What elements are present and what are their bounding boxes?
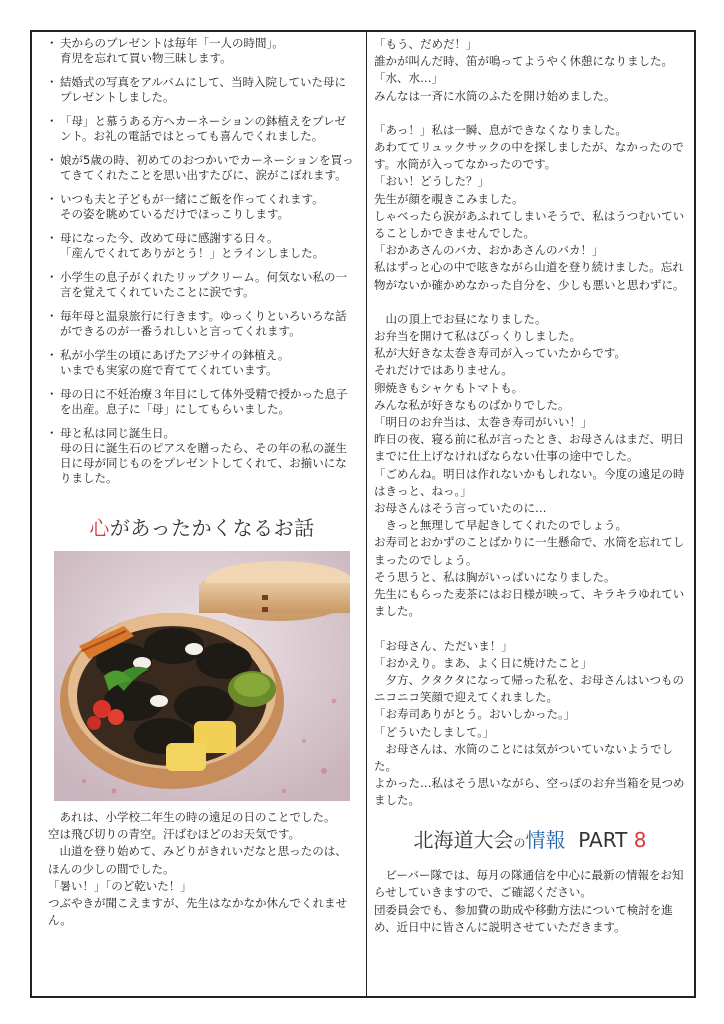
paragraph-gap [374, 621, 686, 638]
story-paragraph: 「あっ！」私は一瞬、息ができなくなりました。 [374, 122, 627, 137]
mothers-day-episode-list [48, 36, 356, 486]
story-paragraph: 私はずっと心の中で呟きながら山道を登り続けました。忘れ物がないか確かめなかった自分を、少しも悪いと思わずに。 [374, 260, 685, 292]
story-paragraph: 「お母さん、ただいま！」 [374, 638, 513, 653]
story-paragraph: 夕方、クタクタになって帰った私を、お母さんはいつものニコニコ笑顔で迎えてくれました。 [374, 672, 685, 705]
story-paragraph: よかった…私はそう思いながら、空っぽのお弁当箱を見つめました。 [374, 776, 685, 808]
bento-illustration [54, 551, 350, 801]
story-paragraph: 「暑い！」「のど乾いた！」 [48, 878, 192, 893]
list-item: ・ 娘が5歳の時、初めてのおつかいでカーネーションを買ってきてくれたことを思い出すたびに、涙がこぼれます。 [48, 153, 356, 183]
list-item: ・ 夫からのプレゼントは毎年「一人の時間」。 育児を忘れて買い物三昧します。 [48, 36, 356, 66]
story-paragraph: 先生が顔を覗きこみました。 [374, 191, 524, 206]
list-item: ・ 毎年母と温泉旅行に行きます。ゆっくりといろいろな話ができるのが一番うれしいと言ってくれます。 [48, 309, 356, 339]
story-paragraph: そう思うと、私は胸がいっぱいになりました。 [374, 569, 616, 584]
story-paragraph: 昨日の夜、寝る前に私が言ったとき、お母さんはまだ、明日までに仕上げなければならない仕事の途中でした。 [374, 432, 685, 464]
right-column [374, 36, 686, 937]
story-paragraph: 「ごめんね。明日は作れないかもしれない。今度の遠足の時はきっと、ねっ。」 [374, 466, 685, 498]
list-item: ・ 母の日に不妊治療３年目にして体外受精で授かった息子を出産。息子に「母」にしてもらいました。 [48, 387, 356, 417]
story-paragraph: きっと無理して早起きしてくれたのでしょう。 [374, 518, 627, 533]
heading-text: があったかくなるお話 [109, 516, 315, 540]
story-paragraph: あわててリュックサックの中を探しましたが、なかったのです。水筒が入ってなかったのです。 [374, 140, 684, 172]
heading-accent-text: 情報 [525, 827, 566, 852]
story-paragraph: つぶやきが聞こえますが、先生はなかなか休んでくれません。 [48, 896, 347, 928]
story-paragraph: みんなは一斉に水筒のふたを開け始めました。 [374, 88, 616, 103]
heading-particle: の [513, 835, 526, 850]
story-paragraph: お弁当を開けて私はびっくりしました。 [374, 329, 581, 344]
story-paragraph: 「おかえり。まあ、よく日に焼けたこと」 [374, 655, 593, 670]
story-paragraph: みんな私が好きなものばかりでした。 [374, 397, 570, 412]
story-paragraph: 先生にもらった麦茶にはお日様が映って、キラキラゆれていました。 [374, 587, 685, 619]
story-paragraph: 私が大好きな太巻き寿司が入っていたからです。 [374, 346, 626, 361]
heading-text: 北海道大会 [413, 827, 514, 852]
story-paragraph: 「お寿司ありがとう。おいしかった。」 [374, 707, 576, 722]
list-item: ・ いつも夫と子どもが一緒にご飯を作ってくれます。 その姿を眺めているだけでほっこりします。 [48, 192, 356, 222]
story-paragraph: 誰かが叫んだ時、笛が鳴ってようやく休憩になりました。 [374, 54, 673, 69]
story-paragraph: 卵焼きもシャケもトマトも。 [374, 380, 524, 395]
story-paragraph: 「水、水…」 [374, 71, 443, 86]
list-item: ・ 結婚式の写真をアルバムにして、当時入院していた母にプレゼントしました。 [48, 75, 356, 105]
story-paragraph: 「どういたしまして。」 [374, 724, 495, 739]
list-item: ・ 小学生の息子がくれたリップクリーム。何気ない私の一言を覚えてくれていたことに涙です。 [48, 270, 356, 300]
story-paragraph: 「おい！どうした？」 [374, 174, 489, 189]
story-paragraph: 山道を登り始めて、みどりがきれいだなと思ったのは、ほんの少しの間でした。 [48, 844, 347, 876]
list-item: ・ 母と私は同じ誕生日。 母の日に誕生石のピアスを贈ったら、その年の私の誕生日に母が同じものをプレゼントしてくれて、お揃いになりました。 [48, 426, 356, 486]
paragraph-gap [374, 105, 686, 122]
heading-accent-char: 心 [89, 516, 110, 540]
story-paragraph: お寿司とおかずのことばかりに一生懸命で、水筒を忘れてしまったのでしょう。 [374, 535, 685, 567]
story-paragraph: あれは、小学校二年生の時の遠足の日のことでした。 空は飛び切りの青空。汗ばむほどのお天気です。 [48, 810, 336, 842]
story-paragraph: それだけではありません。 [374, 363, 513, 378]
list-item: ・ 「母」と慕うある方へカーネーションの鉢植えをプレゼント。お礼の電話ではとっても喜んでくれました。 [48, 114, 356, 144]
story-paragraph: 「明日のお弁当は、太巻き寿司がいい！」 [374, 415, 593, 430]
paragraph-gap [374, 294, 686, 311]
list-item: ・ 母になった今、改めて母に感謝する日々。 「産んでくれてありがとう！」とラインしました。 [48, 231, 356, 261]
story-paragraph: 「もう、だめだ！」 [374, 37, 478, 51]
list-item: ・ 私が小学生の頃にあげたアジサイの鉢植え。 いまでも実家の庭で育ててくれています。 [48, 348, 356, 378]
story-right-text [374, 36, 686, 810]
bento-photo [54, 551, 350, 801]
story-paragraph: お母さんは、水筒のことには気がついていないようでした。 [374, 741, 673, 773]
column-divider [366, 30, 367, 998]
story-left-text [48, 809, 356, 929]
section-heading-heartwarming-story [48, 512, 356, 541]
story-paragraph: お母さんはそう言っていたのに… [374, 501, 547, 516]
heading-part-label: PART [578, 827, 628, 852]
left-column [48, 36, 356, 929]
news-body: ビーバー隊では、毎月の隊通信を中心に最新の情報をお知らせしていきますので、ご確認ください。 団委員会でも、参加費の助成や移動方法について検討を進め、近日中に皆さんに説明させていただきます。 [374, 867, 684, 935]
story-paragraph: 「おかあさんのバカ、おかあさんのバカ！」 [374, 243, 604, 258]
story-paragraph: 山の頂上でお昼になりました。 [374, 311, 547, 326]
story-paragraph: しゃべったら涙があふれてしまいそうで、私はうつむいていることしかできませんでした。 [374, 208, 685, 241]
section-heading-hokkaido-info [374, 824, 686, 853]
heading-part-number: 8 [633, 827, 647, 852]
